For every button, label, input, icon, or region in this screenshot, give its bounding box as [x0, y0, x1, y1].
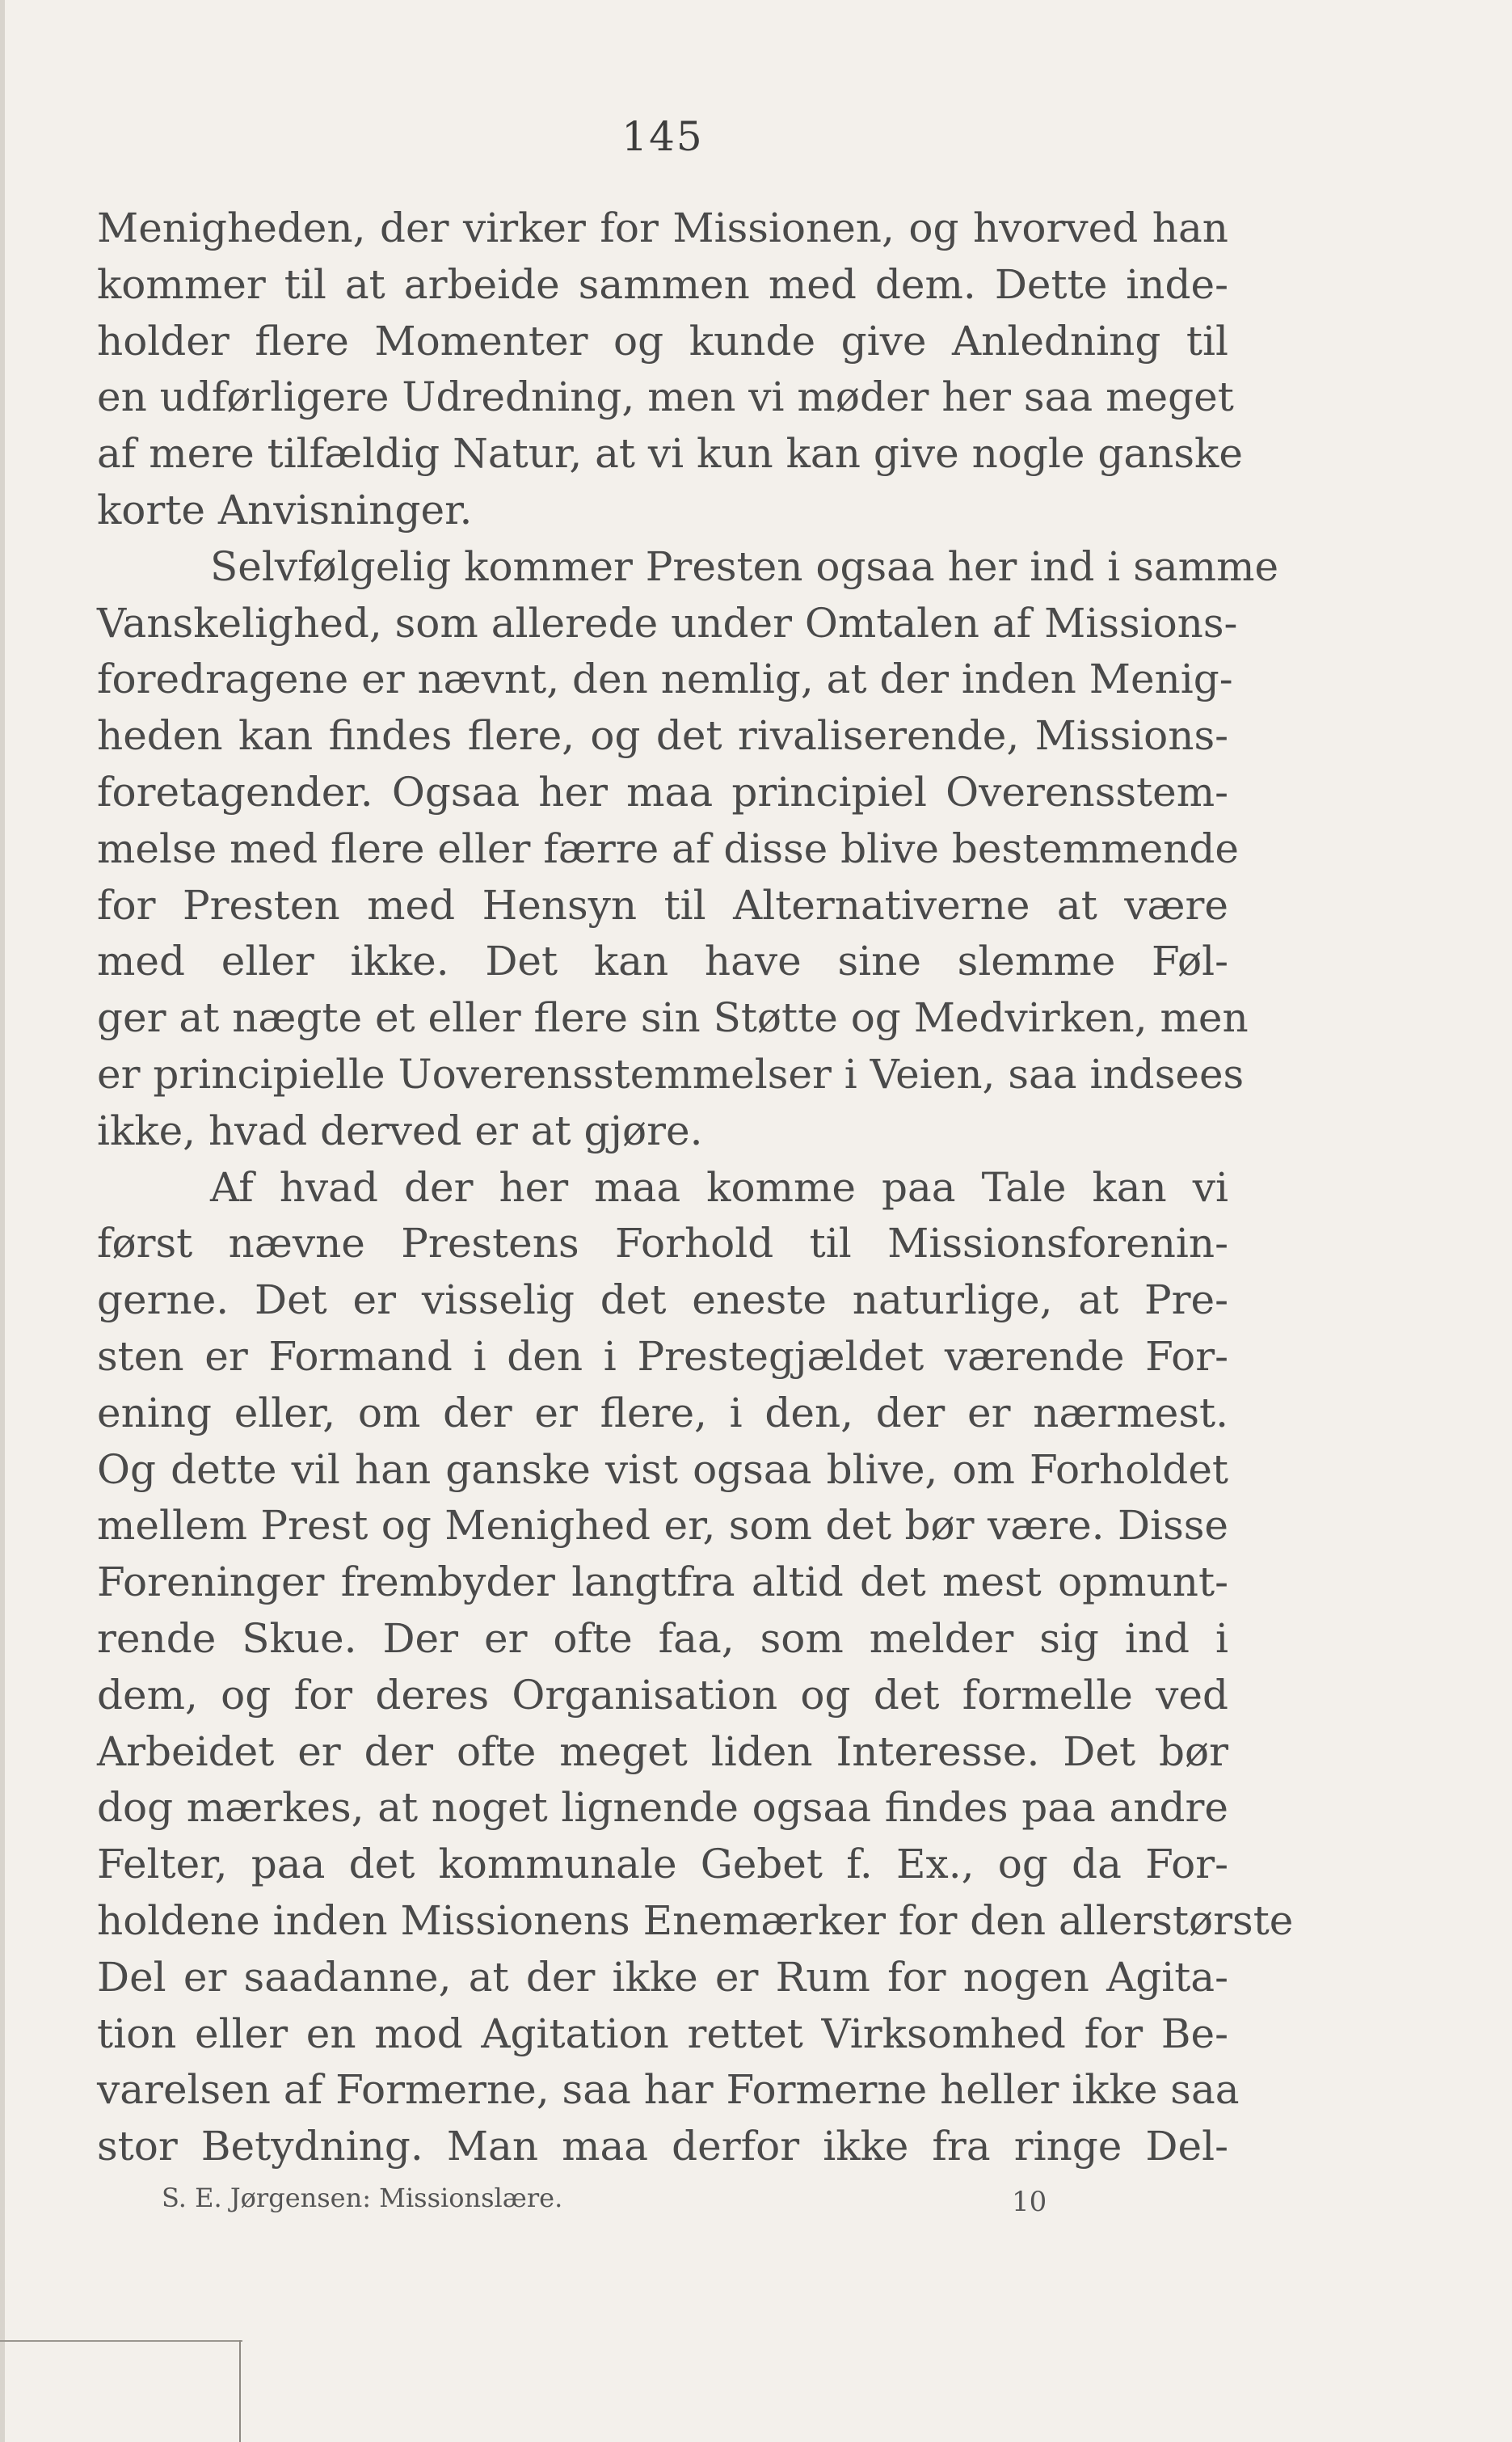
printer-signature-mark: 10	[1012, 2186, 1047, 2218]
text-line: Af hvad der her maa komme paa Tale kan vi	[210, 1163, 1228, 1211]
text-line: først nævne Prestens Forhold til Missionsforenin-	[97, 1220, 1228, 1267]
text-line: foredragene er nævnt, den nemlig, at der inden Menig-	[97, 656, 1233, 703]
text-line: ening eller, om der er flere, i den, der er nærmest.	[97, 1389, 1228, 1436]
text-line: holdene inden Missionens Enemærker for den allerstørste	[97, 1896, 1294, 1944]
text-line: Arbeidet er der ofte meget liden Interesse. Det bør	[97, 1727, 1228, 1775]
text-line: af mere tilfældig Natur, at vi kun kan give nogle ganske	[97, 430, 1243, 478]
text-line: stor Betydning. Man maa derfor ikke fra ringe Del-	[97, 2123, 1228, 2170]
text-line: med eller ikke. Det kan have sine slemme Føl-	[97, 938, 1228, 985]
page-number: 145	[621, 113, 704, 160]
text-line: rende Skue. Der er ofte faa, som melder sig ind i	[97, 1614, 1228, 1662]
scan-edge-mark-vertical	[239, 2340, 241, 2442]
text-line: mellem Prest og Menighed er, som det bør være. Disse	[97, 1502, 1228, 1550]
text-line: foretagender. Ogsaa her maa principiel Overensstem-	[97, 768, 1228, 816]
text-line: ger at nægte et eller flere sin Støtte og Medvirken, men	[97, 994, 1249, 1042]
body-text	[97, 200, 1294, 2175]
text-line: sten er Formand i den i Prestegjældet værende For-	[97, 1332, 1228, 1380]
text-line: melse med flere eller færre af disse blive bestemmende	[97, 825, 1239, 872]
text-line: gerne. Det er visselig det eneste naturlige, at Pre-	[97, 1276, 1228, 1324]
text-line: er principielle Uoverensstemmelser i Veien, saa indsees	[97, 1050, 1245, 1098]
text-line: for Presten med Hensyn til Alternativerne at være	[97, 881, 1228, 929]
scan-edge-mark	[0, 2340, 242, 2342]
text-line: heden kan findes flere, og det rivaliserende, Missions-	[97, 712, 1228, 760]
page-edge	[0, 0, 5, 2442]
text-line: Foreninger frembyder langtfra altid det mest opmunt-	[97, 1558, 1228, 1606]
text-line: Vanskelighed, som allerede under Omtalen af Missions-	[97, 599, 1238, 647]
footer-author-title: S. E. Jørgensen: Missionslære.	[162, 2183, 563, 2213]
text-line: korte Anvisninger.	[97, 486, 473, 534]
text-line: en udførligere Udredning, men vi møder her saa meget	[97, 373, 1234, 421]
text-line: Felter, paa det kommunale Gebet f. Ex., og da For-	[97, 1841, 1228, 1888]
text-line: Selvfølgelig kommer Presten ogsaa her ind i samme	[210, 542, 1279, 590]
text-line: kommer til at arbeide sammen med dem. Dette inde-	[97, 260, 1228, 308]
text-line: Og dette vil han ganske vist ogsaa blive, om Forholdet	[97, 1445, 1228, 1493]
text-line: dem, og for deres Organisation og det formelle ved	[97, 1671, 1228, 1719]
text-line: holder flere Momenter og kunde give Anledning til	[97, 317, 1228, 365]
text-line: varelsen af Formerne, saa har Formerne heller ikke saa	[97, 2066, 1240, 2114]
text-line: tion eller en mod Agitation rettet Virksomhed for Be-	[97, 2010, 1228, 2057]
text-line: Del er saadanne, at der ikke er Rum for nogen Agita-	[97, 1953, 1228, 2001]
text-line: ikke, hvad derved er at gjøre.	[97, 1107, 703, 1154]
text-line: Menigheden, der virker for Missionen, og hvorved han	[97, 205, 1228, 251]
text-line: dog mærkes, at noget lignende ogsaa findes paa andre	[97, 1784, 1228, 1832]
